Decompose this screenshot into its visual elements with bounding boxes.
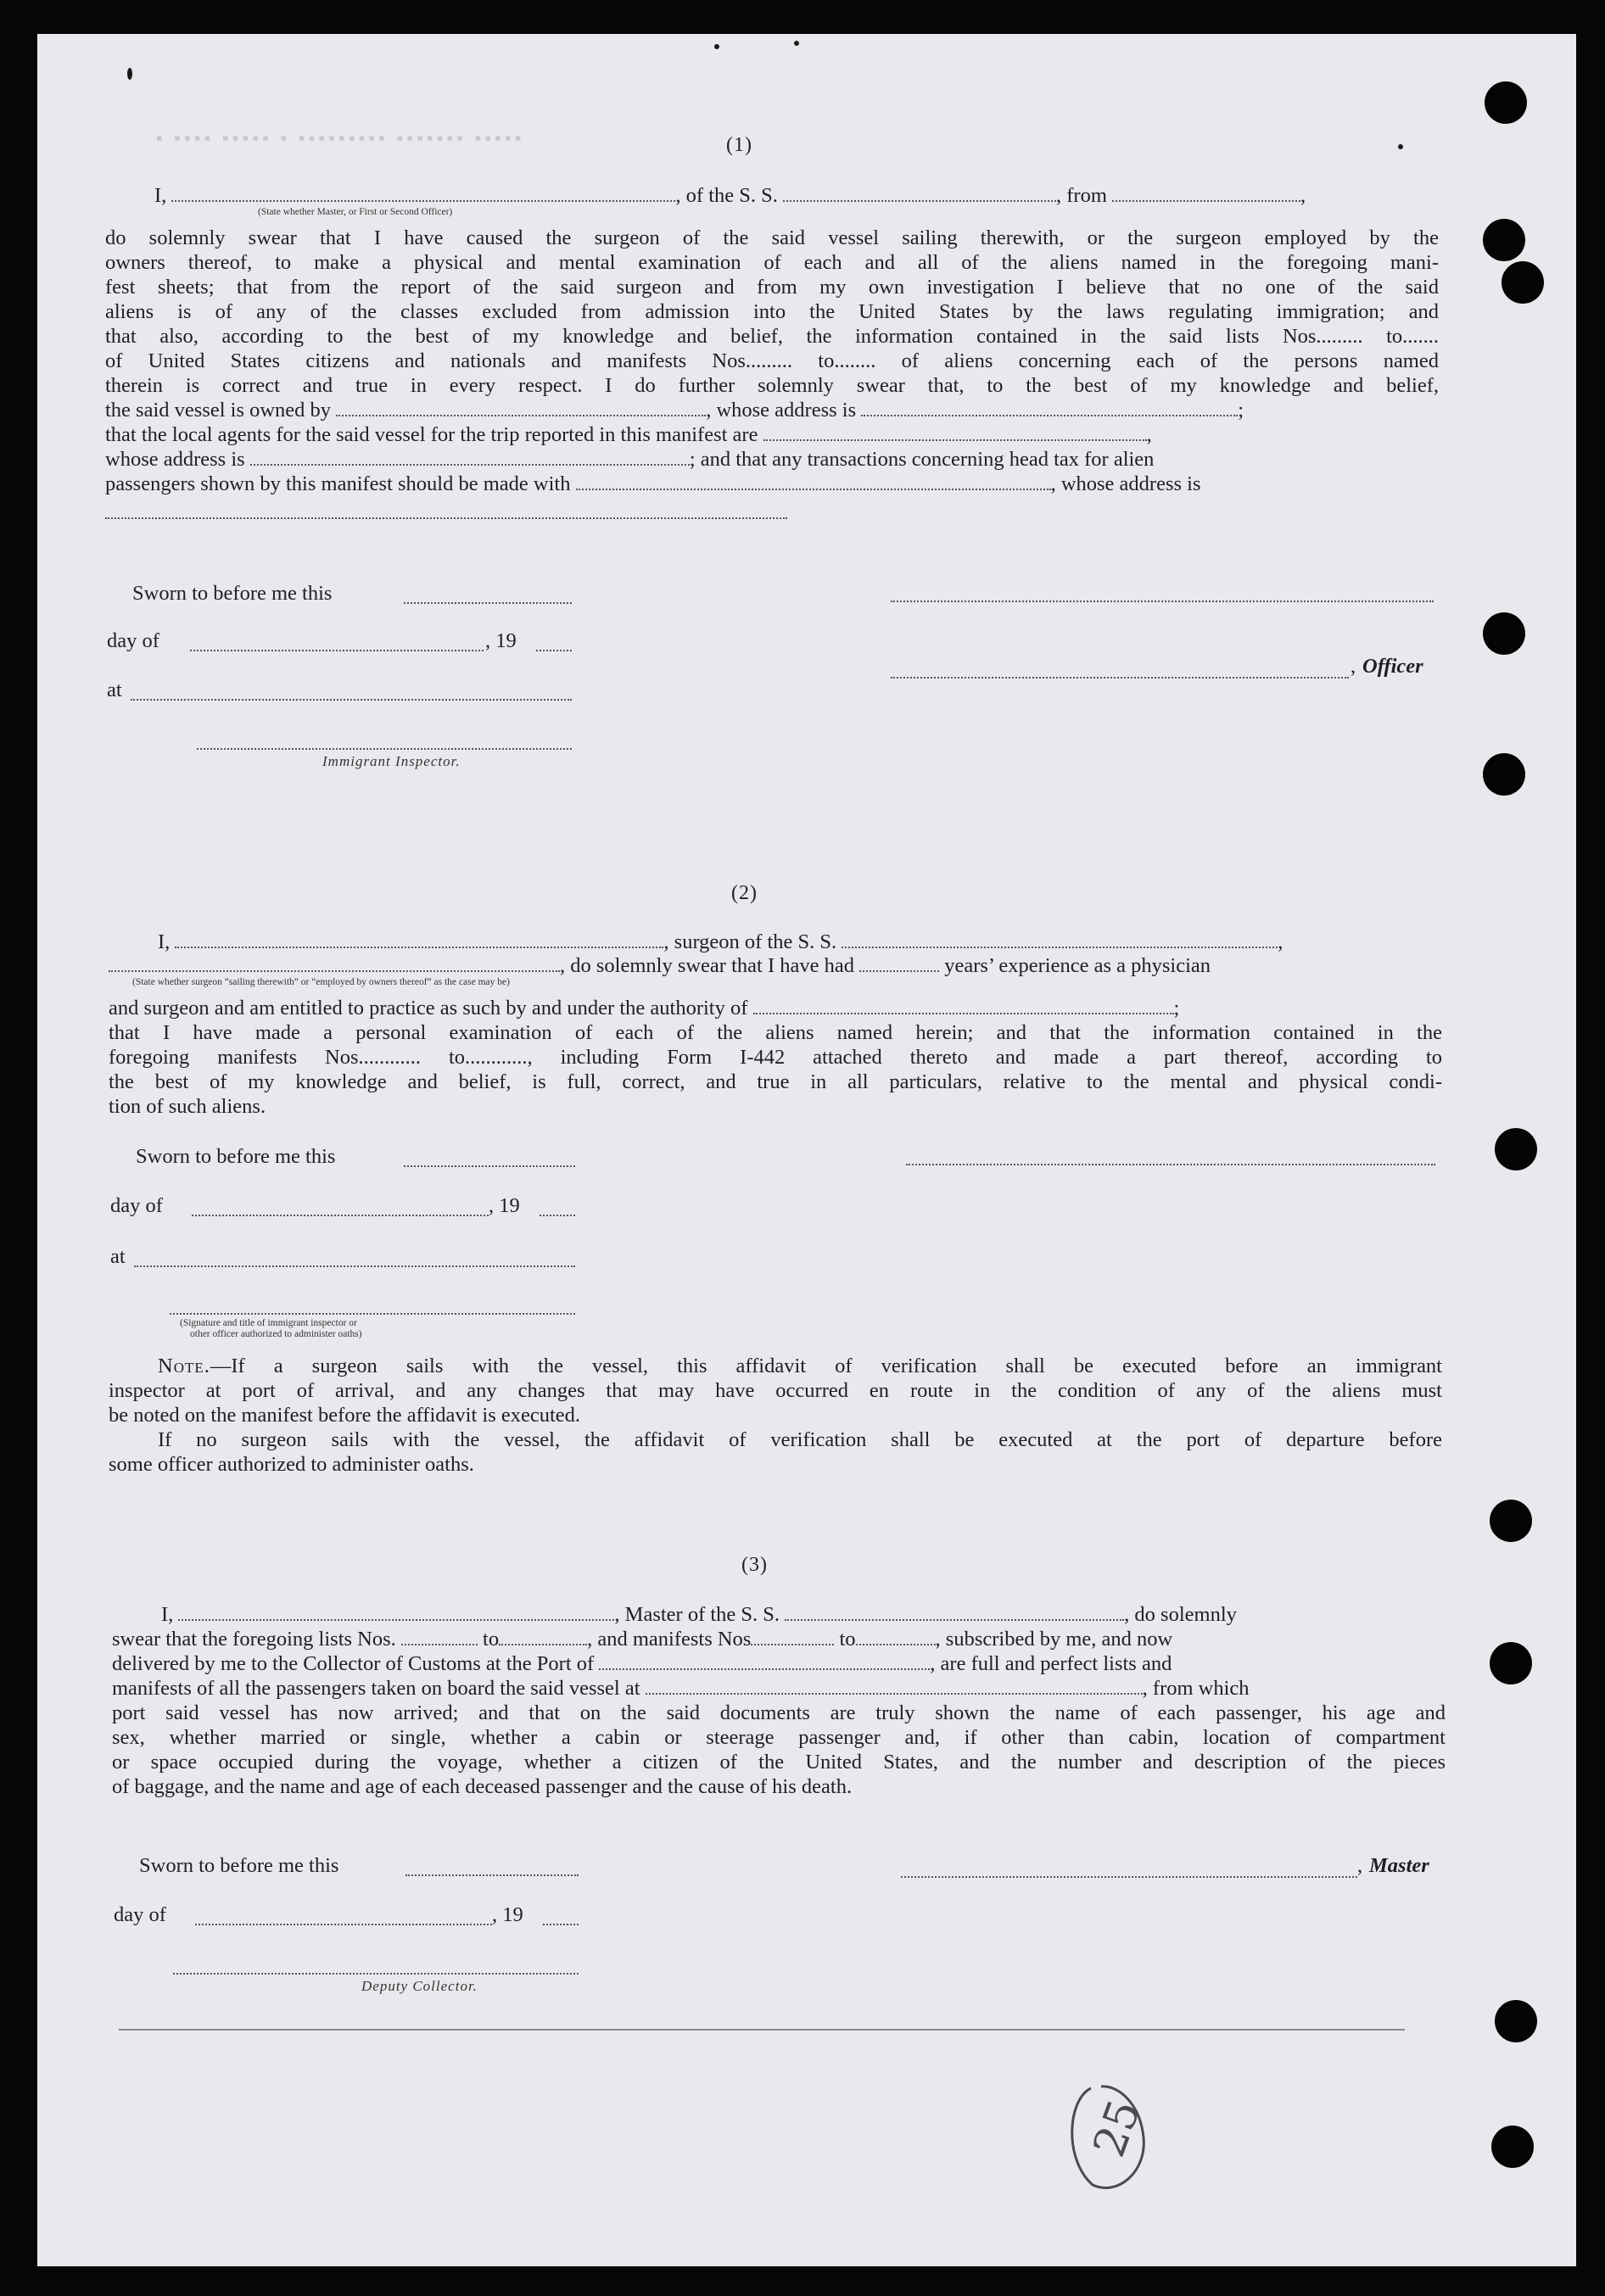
blank-inspector-signature (170, 1313, 575, 1315)
punch-hole (1483, 753, 1525, 796)
text: , whose address is (1050, 472, 1201, 495)
blank-years (859, 969, 939, 972)
punch-hole (1495, 1128, 1537, 1170)
s2-line1 (158, 930, 1283, 954)
text: delivered by me to the Collector of Customs at the Port of (112, 1652, 595, 1675)
s1-body-line: fest sheets; that from the report of the said surgeon and from my own investigation I believe that no one of the said (105, 276, 1439, 299)
sworn-label: Sworn to before me this (139, 1854, 339, 1877)
blank-master-name (178, 1618, 614, 1621)
blank-sworn-day (404, 602, 572, 604)
text: ; and that any transactions concerning head tax for alien (689, 448, 1155, 471)
blank-inspector-signature (197, 748, 572, 750)
s2-line2 (109, 953, 1211, 978)
blank-month (190, 650, 484, 651)
blank-lists-to (499, 1643, 587, 1645)
signature-title-note: other officer authorized to administer oaths) (190, 1329, 362, 1339)
s2-body-line: foregoing manifests Nos............ to............, including Form I-442 attached thereto and made a part thereof, according to (109, 1046, 1442, 1069)
manifest-page (37, 34, 1576, 2266)
s1-body-line: owners thereof, to make a physical and mental examination of each and all of the aliens named in the foregoing mani- (105, 251, 1439, 274)
text: that the local agents for the said vessel for the trip reported in this manifest are (105, 423, 758, 446)
blank-collector-signature (173, 1973, 579, 1975)
note-line: be noted on the manifest before the affidavit is executed. (109, 1404, 581, 1427)
blank-month (195, 1924, 492, 1925)
text: passengers shown by this manifest should be made with (105, 472, 571, 495)
signature-title-note: (Signature and title of immigrant inspector or (180, 1318, 357, 1328)
s1-body-line: therein is correct and true in every respect. I do further solemnly swear that, to the best of my knowledge and belief, (105, 374, 1439, 397)
blank-vessel-name (842, 946, 1278, 948)
speck (127, 68, 132, 80)
s3-body-line: or space occupied during the voyage, whether a citizen of the United States, and the number and description of the pieces (112, 1751, 1446, 1774)
s1-whose-line (105, 447, 1439, 472)
text: , are full and perfect lists and (930, 1652, 1172, 1675)
text: I, (161, 1603, 174, 1626)
s2-body-line: that I have made a personal examination of each of the aliens named herein; and that the information contained in the (109, 1021, 1442, 1044)
text: , do solemnly swear that I have had (560, 954, 854, 977)
text: swear that the foregoing lists Nos. (112, 1628, 396, 1651)
blank-manifests-from (751, 1643, 834, 1645)
text: , and manifests Nos (587, 1628, 752, 1651)
text: whose address is (105, 448, 245, 471)
blank-manifests-to (856, 1643, 936, 1645)
text: and surgeon and am entitled to practice as such by and under the authority of (109, 997, 748, 1020)
surgeon-type-note: (State whether surgeon “sailing therewith” or “employed by owners thereof” as the case may be) (132, 977, 510, 987)
s3-body-line: port said vessel has now arrived; and that on the said documents are truly shown the name of each passenger, his age and (112, 1701, 1446, 1724)
text: —If a surgeon sails with the vessel, this affidavit of verification shall be executed before an immigrant (210, 1355, 1442, 1377)
blank-officer-signature (891, 601, 1434, 602)
s1-body-line: of United States citizens and nationals and manifests Nos......... to........ of aliens concerning each of the persons named (105, 349, 1439, 372)
blank-year (540, 1215, 575, 1216)
officer-comma: , (1351, 655, 1356, 678)
deputy-collector-caption: Deputy Collector. (361, 1978, 478, 1994)
text: to (483, 1628, 500, 1651)
s1-passengers-line (105, 472, 1439, 496)
s1-body-line: do solemnly swear that I have caused the surgeon of the said vessel sailing therewith, or the surgeon employed by the (105, 226, 1439, 249)
bleed-through: ▪ ▪▪▪▪ ▪▪▪▪▪ ▪ ▪▪▪▪▪▪▪▪▪ ▪▪▪▪▪▪▪ ▪▪▪▪▪ (156, 127, 525, 148)
punch-hole (1490, 1642, 1532, 1684)
text: , from (1056, 184, 1107, 207)
punch-hole (1495, 2000, 1537, 2042)
sworn-label: Sworn to before me this (136, 1145, 336, 1168)
text: , from which (1142, 1677, 1250, 1700)
section-number: (1) (726, 134, 752, 156)
speck (794, 41, 799, 46)
day-label: day of (110, 1194, 163, 1217)
blank-sworn-day (405, 1874, 579, 1876)
blank-surgeon-name (175, 946, 663, 948)
note-line: inspector at port of arrival, and any changes that may have occurred en route in the condition of any of the aliens must (109, 1379, 1442, 1402)
blank-boarding-port (646, 1692, 1143, 1695)
text: , (1300, 184, 1306, 207)
text: ; (1173, 997, 1180, 1020)
master-comma: , (1357, 1854, 1363, 1877)
year-prefix: , 19 (489, 1194, 520, 1217)
text: , Master of the S. S. (614, 1603, 780, 1626)
year-prefix: , 19 (485, 629, 517, 652)
s3-body-last: of baggage, and the name and age of each deceased passenger and the cause of his death. (112, 1775, 853, 1798)
handwritten-page-number (1059, 2078, 1160, 2197)
note-line (109, 1354, 1442, 1378)
s3-line3 (112, 1651, 1172, 1676)
blank-surgeon-type (109, 969, 560, 972)
day-label: day of (114, 1903, 166, 1926)
blank-sworn-day (404, 1165, 575, 1167)
speck (714, 44, 719, 49)
text: ; (1238, 399, 1244, 422)
punch-hole (1491, 2126, 1534, 2168)
s1-body-line: that also, according to the best of my knowledge and belief, the information contained in the said lists Nos......... to....... (105, 325, 1439, 348)
text: , (1278, 930, 1283, 953)
punch-hole (1502, 261, 1544, 304)
blank-port (599, 1668, 930, 1670)
speck (1398, 144, 1403, 149)
s1-line1 (154, 183, 1306, 208)
punch-hole (1483, 612, 1525, 655)
handwritten-number-text: 25 (1083, 2093, 1151, 2164)
text: , whose address is (706, 399, 857, 422)
s1-body (105, 226, 1439, 496)
s2-body-line: the best of my knowledge and belief, is full, correct, and true in all particulars, relative to the mental and physical condi- (109, 1070, 1442, 1093)
blank-head-tax-address (105, 517, 787, 519)
blank-vessel-name (783, 199, 1056, 202)
blank-port-from (1112, 199, 1300, 202)
section-number: (3) (741, 1554, 768, 1576)
blank-month (192, 1215, 489, 1216)
blank-officer-name (891, 677, 1349, 679)
s2-line3 (109, 996, 1179, 1020)
master-label: Master (1369, 1854, 1429, 1877)
sworn-label: Sworn to before me this (132, 582, 333, 605)
text: , surgeon of the S. S. (663, 930, 837, 953)
text: I, (158, 930, 171, 953)
text: , of the S. S. (675, 184, 778, 207)
day-label: day of (107, 629, 159, 652)
s3-body-line: sex, whether married or single, whether a cabin or steerage passenger and, if other than cabin, location of compartment (112, 1726, 1446, 1749)
officer-label: Officer (1362, 655, 1423, 678)
s3-line1 (161, 1602, 1237, 1627)
blank-at-place (134, 1265, 575, 1267)
s3-line4 (112, 1676, 1250, 1701)
note-line: some officer authorized to administer oaths. (109, 1453, 474, 1476)
s2-note (109, 1354, 1442, 1477)
blank-at-place (131, 699, 572, 701)
s2-body-last: tion of such aliens. (109, 1095, 266, 1118)
blank-head-tax-contact (576, 488, 1051, 490)
text: years’ experience as a physician (944, 954, 1211, 977)
text: , do solemnly (1124, 1603, 1237, 1626)
blank-agents-address (250, 463, 690, 466)
blank-year (543, 1924, 579, 1925)
note-label: Note. (158, 1355, 210, 1377)
s3-line2 (112, 1627, 1172, 1651)
blank-lists-from (401, 1643, 478, 1645)
blank-master-signature (901, 1876, 1357, 1878)
blank-vessel-name (785, 1618, 1124, 1621)
s1-body-line: aliens is of any of the classes excluded from admission into the United States by the laws regulating immigration; and (105, 300, 1439, 323)
immigrant-inspector-caption: Immigrant Inspector. (322, 753, 461, 769)
year-prefix: , 19 (492, 1903, 523, 1926)
text: , (1146, 423, 1152, 446)
s1-owned-line (105, 398, 1439, 422)
section-number: (2) (731, 882, 758, 904)
text: manifests of all the passengers taken on board the said vessel at (112, 1677, 640, 1700)
punch-hole (1485, 81, 1527, 124)
blank-surgeon-signature (906, 1164, 1435, 1165)
blank-year (536, 650, 572, 651)
bottom-rule (119, 2029, 1405, 2031)
blank-owner (336, 414, 706, 416)
blank-local-agents (763, 439, 1147, 441)
blank-officer-rank (171, 199, 675, 202)
text: the said vessel is owned by (105, 399, 332, 422)
text: , subscribed by me, and now (935, 1628, 1173, 1651)
blank-authority (753, 1012, 1174, 1014)
s1-agents-line (105, 422, 1439, 447)
at-label: at (107, 679, 122, 701)
s3-body (112, 1701, 1446, 1799)
punch-hole (1490, 1500, 1532, 1542)
text: I, (154, 184, 167, 207)
at-label: at (110, 1245, 126, 1268)
officer-rank-note: (State whether Master, or First or Second Officer) (258, 207, 453, 217)
punch-hole (1483, 219, 1525, 261)
blank-owner-address (861, 414, 1238, 416)
s2-body (109, 1020, 1442, 1119)
note-line: If no surgeon sails with the vessel, the affidavit of verification shall be executed at the port of departure before (158, 1428, 1442, 1451)
text: to (839, 1628, 856, 1651)
